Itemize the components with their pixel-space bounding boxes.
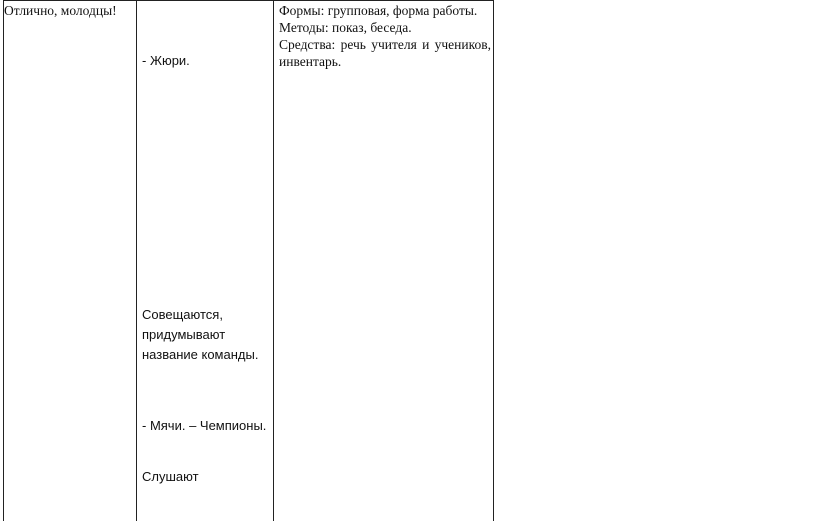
student-activity-jury: - Жюри.	[142, 53, 190, 68]
lesson-table	[3, 0, 494, 521]
forms-line: Формы: групповая, форма работы.	[279, 3, 478, 18]
means-line: Средства: речь учителя и учеников, инвентарь.	[279, 37, 495, 69]
methods-line: Методы: показ, беседа.	[279, 20, 412, 35]
student-activity-listen: Слушают	[142, 469, 199, 484]
column-divider-2	[273, 0, 274, 521]
column-divider-1	[136, 0, 137, 521]
teacher-remark: Отлично, молодцы!	[4, 3, 117, 18]
student-activity-team-names: - Мячи. – Чемпионы.	[142, 418, 267, 433]
student-activity-discuss: Совещаются, придумывают название команды.	[142, 307, 259, 362]
